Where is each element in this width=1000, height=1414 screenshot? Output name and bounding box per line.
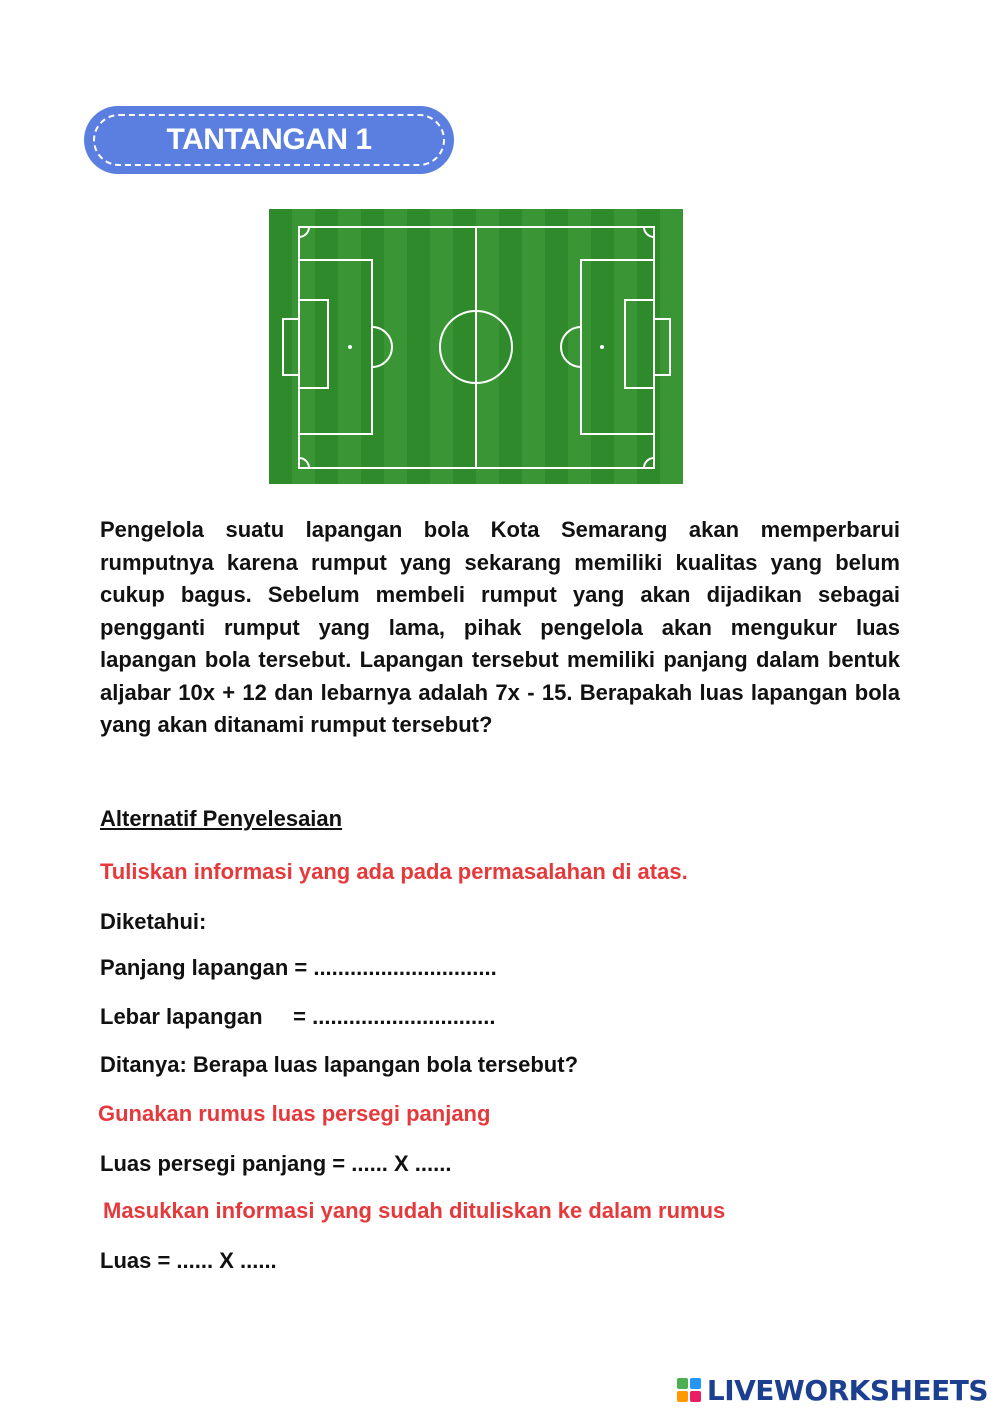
soccer-field-icon — [269, 209, 683, 484]
known-label: Diketahui: — [100, 909, 207, 934]
page-title: TANTANGAN 1 — [166, 123, 372, 156]
instruction-substitute: Masukkan informasi yang sudah dituliskan ke dalam rumus — [103, 1198, 726, 1223]
width-line: Lebar lapangan = .............................. — [100, 1004, 496, 1029]
instruction-write-info: Tuliskan informasi yang ada pada permasalahan di atas. — [100, 859, 688, 884]
instruction-formula: Gunakan rumus luas persegi panjang — [98, 1101, 491, 1126]
formula-line: Luas persegi panjang = ...... X ...... — [100, 1151, 452, 1176]
title-badge — [84, 106, 454, 174]
length-line: Panjang lapangan = .............................. — [100, 955, 497, 980]
liveworksheets-logo-icon — [677, 1378, 701, 1402]
solution-heading: Alternatif Penyelesaian — [100, 806, 343, 831]
problem-text: Pengelola suatu lapangan bola Kota Semarang akan memperbarui rumputnya karena rumput yang sekarang memiliki kualitas yang belum cukup bagus. Sebelum membeli rumput yang akan dijadikan sebagai pengganti rumput yang lama, pihak pengelola akan mengukur luas lapangan bola tersebut. Lapangan tersebut memiliki panjang dalam bentuk aljabar 10x + 12 dan lebarnya adalah 7x - 15. Berapakah luas lapangan bola yang akan ditanami rumput tersebut? — [100, 517, 900, 737]
area-line: Luas = ...... X ...... — [100, 1248, 277, 1273]
asked-line: Ditanya: Berapa luas lapangan bola tersebut? — [100, 1052, 579, 1077]
brand-footer — [677, 1370, 988, 1410]
brand-name: LIVEWORKSHEETS — [706, 1373, 988, 1407]
